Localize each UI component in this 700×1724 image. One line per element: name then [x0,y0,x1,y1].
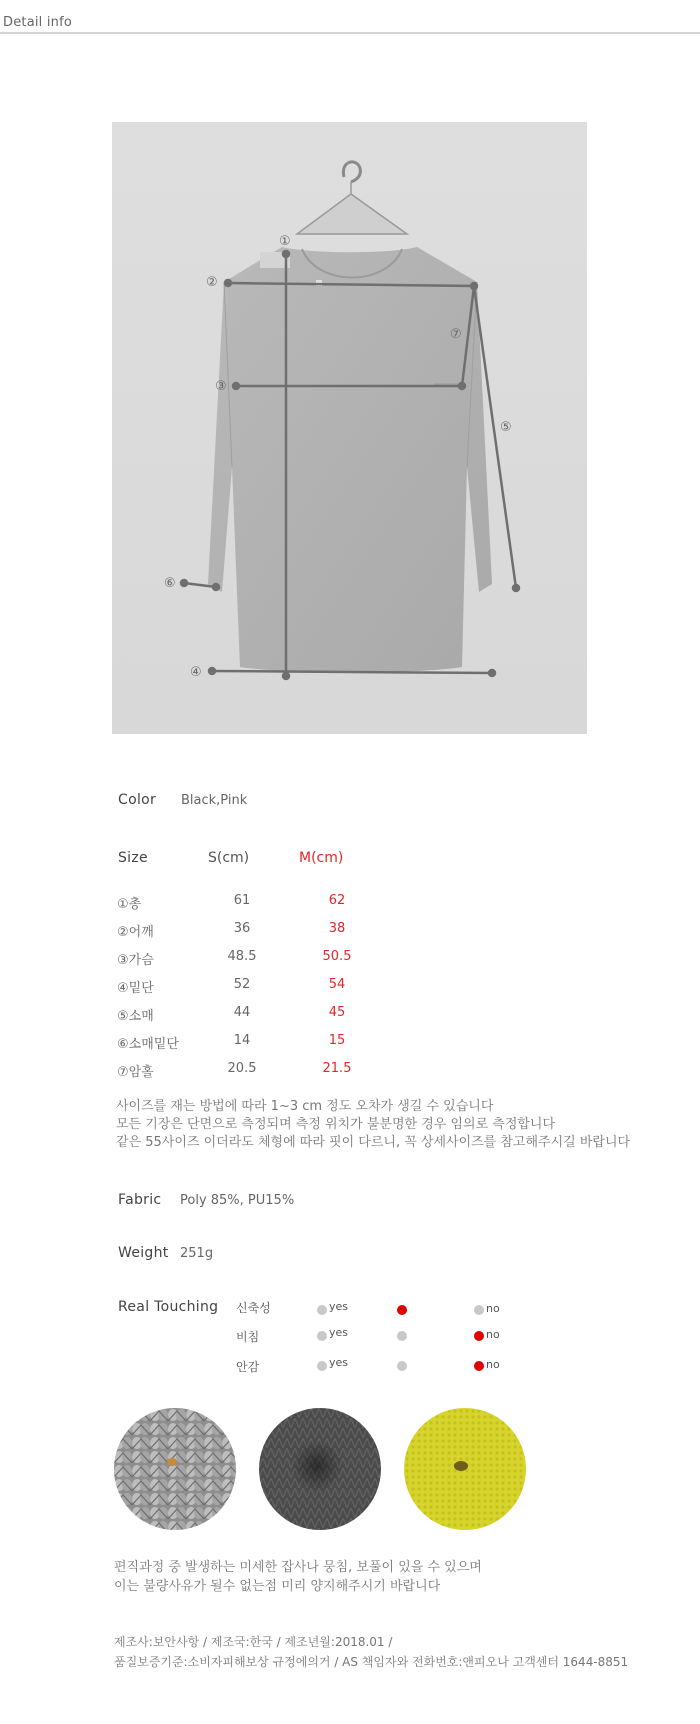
size-col-s: S(cm) [208,850,250,866]
touch-dot [474,1331,484,1341]
touch-yes-label: yes [329,1326,349,1339]
size-row [117,1005,377,1033]
touch-no-label: no [486,1302,500,1315]
size-row [117,1061,377,1089]
color-label: Color [118,792,157,808]
size-row [117,949,377,977]
weight-value: 251g [180,1246,214,1261]
size-row [117,1033,377,1061]
fabric-value: Poly 85%, PU15% [180,1193,295,1208]
product-photo [112,122,587,734]
note-line: 모든 기장은 단면으로 측정되며 측정 위치가 불분명한 경우 임의로 측정합니다 [116,1117,556,1132]
size-label: Size [118,850,148,866]
size-row [117,921,377,949]
touch-yes-label: yes [329,1300,349,1313]
size-row-s: 61 [233,893,251,908]
maker-line: 품질보증기준:소비자피해보상 규정에의거 / AS 책임자와 전화번호:앤피오나 고객센터 1644-8851 [114,1655,629,1669]
real-touching-label: Real Touching [118,1299,219,1315]
size-row-s: 36 [233,921,251,936]
touch-row-name: 신축성 [236,1301,271,1315]
size-row-s: 14 [233,1033,251,1048]
touch-dot [397,1361,407,1371]
maker-line: 제조사:보안사항 / 제조국:한국 / 제조년월:2018.01 / [114,1635,393,1649]
touch-row-name: 안감 [236,1360,260,1374]
swatch-knit-yellow [404,1408,526,1530]
size-row [117,893,377,921]
touch-row-name: 비침 [236,1330,260,1344]
size-row-m: 15 [328,1033,346,1048]
fabric-label: Fabric [118,1192,162,1208]
care-line: 이는 불량사유가 될수 없는점 미리 양지해주시기 바랍니다 [114,1579,441,1594]
size-row-m: 62 [328,893,346,908]
marker-4: ④ [190,665,202,680]
touch-dot [317,1305,327,1315]
size-row-s: 44 [233,1005,251,1020]
size-table [117,893,377,1089]
size-row-name: ①총 [117,897,142,912]
touch-no-label: no [486,1358,500,1371]
marker-2: ② [206,275,218,290]
size-row-m: 50.5 [322,949,352,964]
swatch-knit-gray [114,1408,236,1530]
touch-dot [317,1331,327,1341]
note-line: 같은 55사이즈 이더라도 체형에 따라 핏이 다르니, 꼭 상세사이즈를 참고해주시길 바랍니다 [116,1135,631,1150]
weight-label: Weight [118,1245,169,1261]
care-note [114,1558,482,1596]
marker-6: ⑥ [164,576,176,591]
size-row [117,977,377,1005]
size-row-name: ②어깨 [117,925,154,940]
color-value: Black,Pink [181,793,248,808]
size-col-m: M(cm) [299,850,344,866]
care-line: 편직과정 중 발생하는 미세한 잡사나 뭉침, 보풀이 있을 수 있으며 [114,1560,482,1575]
touch-dot [474,1361,484,1371]
touch-no-label: no [486,1328,500,1341]
fabric-swatch-charcoal [259,1408,381,1530]
touch-dot [474,1305,484,1315]
header-bar [0,0,700,34]
touch-dot [317,1361,327,1371]
size-row-name: ③가슴 [117,953,154,968]
garment-illustration [112,122,587,734]
marker-1: ① [279,234,291,249]
size-row-s: 52 [233,977,251,992]
size-row-m: 21.5 [322,1061,352,1076]
size-row-name: ⑦암홀 [117,1065,154,1080]
size-row-s: 48.5 [227,949,257,964]
touch-dot [397,1331,407,1341]
swatch-knit-charcoal [259,1408,381,1530]
fabric-swatch-yellow [404,1408,526,1530]
maker-info [114,1632,628,1672]
size-row-m: 38 [328,921,346,936]
size-notes [116,1098,630,1152]
note-line: 사이즈를 재는 방법에 따라 1~3 cm 정도 오차가 생길 수 있습니다 [116,1099,494,1114]
marker-3: ③ [215,379,227,394]
page-title: Detail info [3,15,73,30]
size-row-m: 45 [328,1005,346,1020]
touch-yes-label: yes [329,1356,349,1369]
fabric-swatch-gray [114,1408,236,1530]
size-row-s: 20.5 [227,1061,257,1076]
touch-dot [397,1305,407,1315]
marker-7: ⑦ [450,327,462,342]
marker-5: ⑤ [500,420,512,435]
size-row-m: 54 [328,977,346,992]
size-row-name: ⑥소매밑단 [117,1037,179,1052]
size-row-name: ⑤소매 [117,1009,154,1024]
size-row-name: ④밑단 [117,981,154,996]
